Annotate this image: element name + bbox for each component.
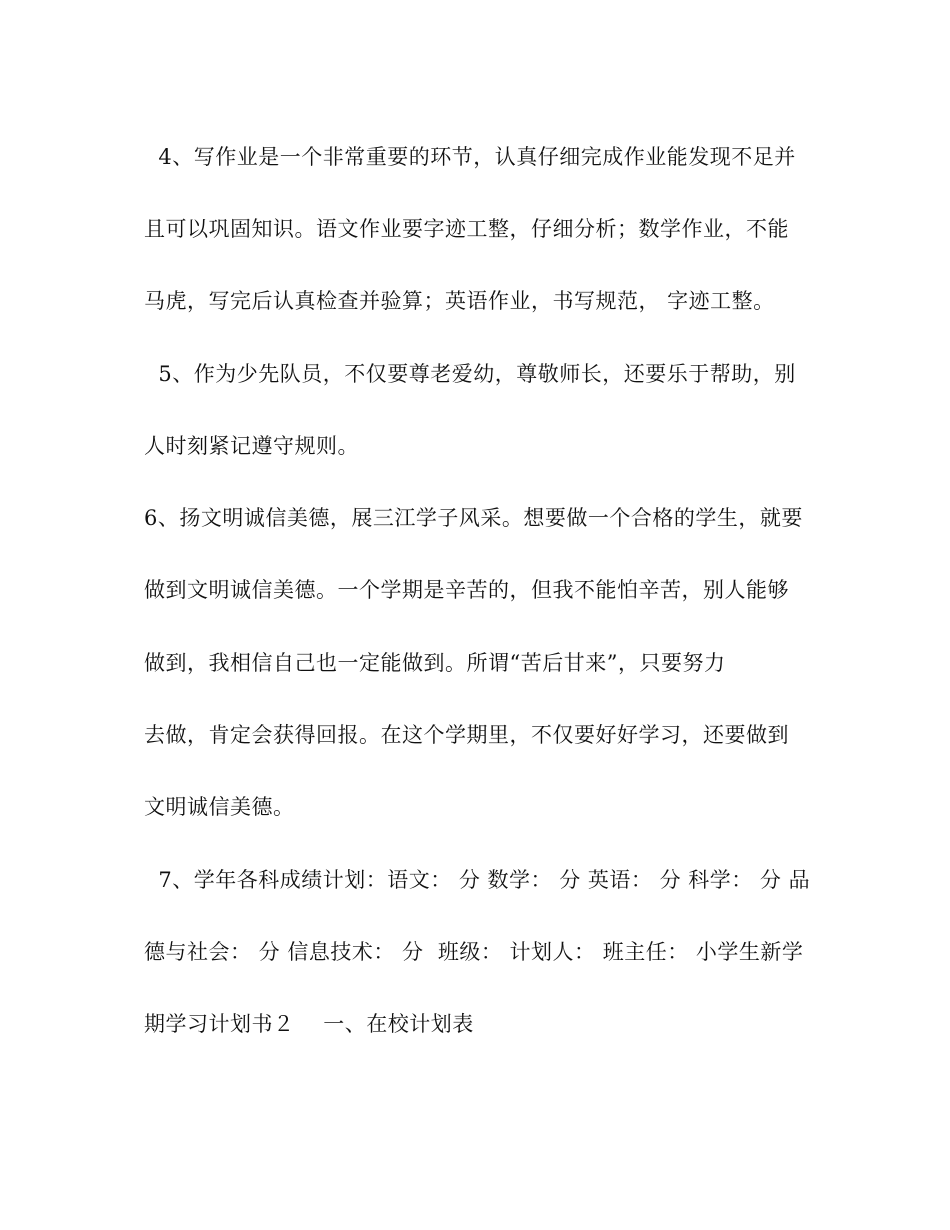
paragraph-line: 期学习计划书２ 一、在校计划表 bbox=[144, 1012, 474, 1036]
paragraph-line: 5、作为少先队员，不仅要尊老爱幼，尊敬师长，还要乐于帮助，别 bbox=[144, 362, 796, 386]
paragraph-line: 做到，我相信自己也一定能做到。所谓“苦后甘来”，只要努力 bbox=[144, 651, 726, 675]
paragraph-line: 做到文明诚信美德。一个学期是辛苦的，但我不能怕辛苦，别人能够 bbox=[144, 578, 789, 602]
paragraph-line: 去做，肯定会获得回报。在这个学期里，不仅要好好学习，还要做到 bbox=[144, 723, 789, 747]
paragraph-line: 文明诚信美德。 bbox=[144, 795, 295, 819]
paragraph-line: 6、扬文明诚信美德，展三江学子风采。想要做一个合格的学生，就要 bbox=[144, 506, 803, 530]
paragraph-line: 7、学年各科成绩计划：语文： 分 数学： 分 英语： 分 科学： 分 品 bbox=[144, 868, 811, 892]
paragraph-line: 4、写作业是一个非常重要的环节，认真仔细完成作业能发现不足并 bbox=[144, 145, 796, 169]
paragraph-line: 德与社会： 分 信息技术： 分 班级： 计划人： 班主任： 小学生新学 bbox=[144, 940, 804, 964]
paragraph-line: 人时刻紧记遵守规则。 bbox=[144, 434, 359, 458]
paragraph-line: 马虎，写完后认真检查并验算；英语作业，书写规范， 字迹工整。 bbox=[144, 289, 775, 313]
paragraph-line: 且可以巩固知识。语文作业要字迹工整，仔细分析；数学作业，不能 bbox=[144, 217, 789, 241]
